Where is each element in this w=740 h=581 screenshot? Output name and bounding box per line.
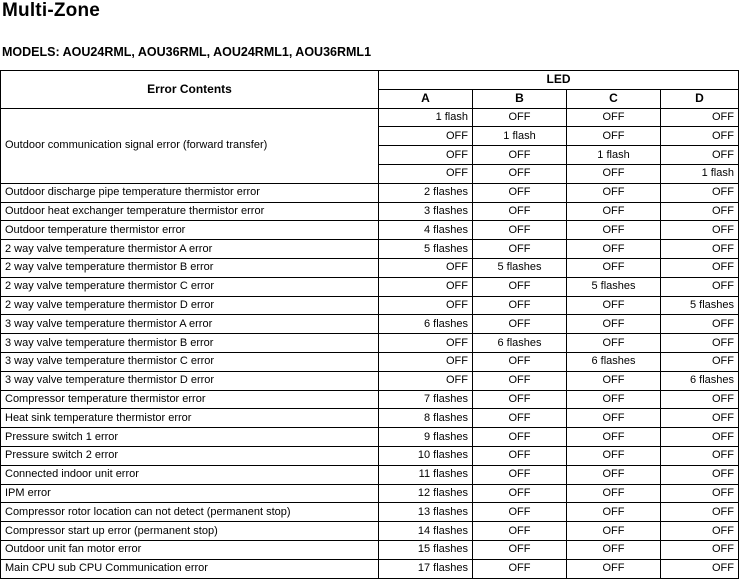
led-cell-b: OFF — [473, 202, 567, 221]
led-cell-a: 15 flashes — [379, 540, 473, 559]
led-cell-a: 17 flashes — [379, 559, 473, 578]
led-cell-b: OFF — [473, 371, 567, 390]
table-row — [1, 465, 739, 484]
led-cell-a: 2 flashes — [379, 183, 473, 202]
led-cell-c: OFF — [567, 540, 661, 559]
table-row — [1, 352, 739, 371]
table-row — [1, 446, 739, 465]
led-cell-b: OFF — [473, 164, 567, 183]
led-cell-c: OFF — [567, 258, 661, 277]
led-cell-d: OFF — [661, 484, 739, 503]
error-label: Outdoor heat exchanger temperature thermistor error — [1, 202, 379, 221]
table-row — [1, 484, 739, 503]
led-cell-d: OFF — [661, 503, 739, 522]
table-row — [1, 258, 739, 277]
table-row — [1, 315, 739, 334]
led-cell-c: OFF — [567, 127, 661, 146]
led-cell-d: OFF — [661, 127, 739, 146]
led-cell-d: OFF — [661, 315, 739, 334]
led-cell-c: OFF — [567, 446, 661, 465]
led-cell-b: OFF — [473, 522, 567, 541]
table-header-row — [1, 71, 739, 90]
table-row — [1, 559, 739, 578]
error-label: Outdoor communication signal error (forward transfer) — [1, 108, 379, 183]
table-body — [1, 108, 739, 578]
error-label: IPM error — [1, 484, 379, 503]
led-cell-c: 6 flashes — [567, 352, 661, 371]
error-contents-header: Error Contents — [1, 71, 379, 109]
led-cell-a: 5 flashes — [379, 240, 473, 259]
led-cell-d: 5 flashes — [661, 296, 739, 315]
led-cell-d: OFF — [661, 540, 739, 559]
led-cell-b: OFF — [473, 390, 567, 409]
led-cell-d: OFF — [661, 334, 739, 353]
led-cell-a: 13 flashes — [379, 503, 473, 522]
error-label: Heat sink temperature thermistor error — [1, 409, 379, 428]
led-cell-d: 6 flashes — [661, 371, 739, 390]
led-cell-c: OFF — [567, 390, 661, 409]
table-row — [1, 409, 739, 428]
led-cell-d: OFF — [661, 258, 739, 277]
led-cell-c: OFF — [567, 315, 661, 334]
led-cell-c: 5 flashes — [567, 277, 661, 296]
led-cell-a: OFF — [379, 127, 473, 146]
led-cell-d: OFF — [661, 202, 739, 221]
led-cell-d: OFF — [661, 390, 739, 409]
led-cell-b: 5 flashes — [473, 258, 567, 277]
error-label: Outdoor discharge pipe temperature thermistor error — [1, 183, 379, 202]
error-label: 3 way valve temperature thermistor D error — [1, 371, 379, 390]
led-cell-b: OFF — [473, 540, 567, 559]
error-label: 3 way valve temperature thermistor C error — [1, 352, 379, 371]
led-cell-c: OFF — [567, 202, 661, 221]
led-cell-b: OFF — [473, 240, 567, 259]
error-code-table — [0, 70, 739, 579]
error-label: 2 way valve temperature thermistor B error — [1, 258, 379, 277]
led-cell-d: OFF — [661, 240, 739, 259]
led-cell-c: OFF — [567, 183, 661, 202]
led-cell-d: OFF — [661, 221, 739, 240]
table-row — [1, 371, 739, 390]
error-label: Compressor start up error (permanent stop) — [1, 522, 379, 541]
table-row — [1, 503, 739, 522]
led-cell-c: OFF — [567, 221, 661, 240]
error-label: 2 way valve temperature thermistor A error — [1, 240, 379, 259]
led-cell-c: OFF — [567, 296, 661, 315]
error-label: Connected indoor unit error — [1, 465, 379, 484]
error-label: 3 way valve temperature thermistor B error — [1, 334, 379, 353]
led-cell-a: OFF — [379, 277, 473, 296]
led-cell-d: OFF — [661, 146, 739, 165]
table-row — [1, 240, 739, 259]
led-cell-b: OFF — [473, 484, 567, 503]
led-column-c: C — [567, 89, 661, 108]
error-label: Outdoor unit fan motor error — [1, 540, 379, 559]
led-cell-c: OFF — [567, 522, 661, 541]
led-cell-c: OFF — [567, 465, 661, 484]
table-row — [1, 202, 739, 221]
led-cell-b: OFF — [473, 503, 567, 522]
led-cell-b: 6 flashes — [473, 334, 567, 353]
led-cell-b: OFF — [473, 108, 567, 127]
led-cell-d: 1 flash — [661, 164, 739, 183]
led-cell-a: 12 flashes — [379, 484, 473, 503]
led-cell-b: OFF — [473, 559, 567, 578]
led-cell-b: OFF — [473, 146, 567, 165]
led-cell-a: 6 flashes — [379, 315, 473, 334]
led-cell-b: OFF — [473, 465, 567, 484]
table-row — [1, 428, 739, 447]
led-cell-a: 1 flash — [379, 108, 473, 127]
led-cell-c: OFF — [567, 240, 661, 259]
table-row — [1, 183, 739, 202]
led-cell-a: 9 flashes — [379, 428, 473, 447]
led-cell-a: 14 flashes — [379, 522, 473, 541]
led-cell-c: OFF — [567, 371, 661, 390]
led-cell-a: OFF — [379, 296, 473, 315]
led-cell-b: OFF — [473, 221, 567, 240]
led-cell-b: OFF — [473, 277, 567, 296]
led-cell-b: OFF — [473, 315, 567, 334]
table-row — [1, 221, 739, 240]
led-cell-d: OFF — [661, 428, 739, 447]
led-cell-a: 10 flashes — [379, 446, 473, 465]
error-label: Pressure switch 2 error — [1, 446, 379, 465]
led-cell-c: OFF — [567, 428, 661, 447]
led-cell-c: OFF — [567, 503, 661, 522]
error-label: 2 way valve temperature thermistor D error — [1, 296, 379, 315]
led-cell-d: OFF — [661, 277, 739, 296]
error-label: Pressure switch 1 error — [1, 428, 379, 447]
led-cell-c: OFF — [567, 559, 661, 578]
led-column-a: A — [379, 89, 473, 108]
led-cell-a: 7 flashes — [379, 390, 473, 409]
led-cell-a: 8 flashes — [379, 409, 473, 428]
led-cell-d: OFF — [661, 352, 739, 371]
error-label: Main CPU sub CPU Communication error — [1, 559, 379, 578]
led-cell-c: OFF — [567, 334, 661, 353]
table-row — [1, 390, 739, 409]
table-row — [1, 522, 739, 541]
error-label: Compressor rotor location can not detect (permanent stop) — [1, 503, 379, 522]
led-cell-d: OFF — [661, 108, 739, 127]
led-cell-a: 11 flashes — [379, 465, 473, 484]
led-cell-b: OFF — [473, 352, 567, 371]
table-row — [1, 540, 739, 559]
models-heading: MODELS: AOU24RML, AOU36RML, AOU24RML1, AOU36RML1 — [2, 45, 372, 59]
led-cell-c: OFF — [567, 409, 661, 428]
led-cell-d: OFF — [661, 183, 739, 202]
led-cell-c: OFF — [567, 108, 661, 127]
led-cell-d: OFF — [661, 446, 739, 465]
error-label: 3 way valve temperature thermistor A error — [1, 315, 379, 334]
led-cell-a: OFF — [379, 146, 473, 165]
led-cell-a: OFF — [379, 352, 473, 371]
error-label: Compressor temperature thermistor error — [1, 390, 379, 409]
led-cell-a: 4 flashes — [379, 221, 473, 240]
led-header: LED — [379, 71, 739, 90]
led-cell-d: OFF — [661, 409, 739, 428]
led-cell-a: OFF — [379, 258, 473, 277]
led-column-d: D — [661, 89, 739, 108]
led-cell-a: OFF — [379, 334, 473, 353]
led-cell-a: OFF — [379, 164, 473, 183]
led-cell-a: 3 flashes — [379, 202, 473, 221]
led-cell-b: OFF — [473, 428, 567, 447]
led-cell-d: OFF — [661, 465, 739, 484]
error-label: 2 way valve temperature thermistor C error — [1, 277, 379, 296]
table-row — [1, 108, 739, 127]
led-cell-b: OFF — [473, 409, 567, 428]
page-title: Multi-Zone — [2, 0, 101, 21]
led-cell-d: OFF — [661, 522, 739, 541]
table-row — [1, 277, 739, 296]
led-cell-c: OFF — [567, 484, 661, 503]
led-cell-c: OFF — [567, 164, 661, 183]
table-row — [1, 334, 739, 353]
led-cell-b: 1 flash — [473, 127, 567, 146]
led-column-b: B — [473, 89, 567, 108]
led-cell-c: 1 flash — [567, 146, 661, 165]
led-cell-a: OFF — [379, 371, 473, 390]
error-label: Outdoor temperature thermistor error — [1, 221, 379, 240]
led-cell-b: OFF — [473, 446, 567, 465]
led-cell-d: OFF — [661, 559, 739, 578]
table-row — [1, 296, 739, 315]
led-cell-b: OFF — [473, 296, 567, 315]
led-cell-b: OFF — [473, 183, 567, 202]
